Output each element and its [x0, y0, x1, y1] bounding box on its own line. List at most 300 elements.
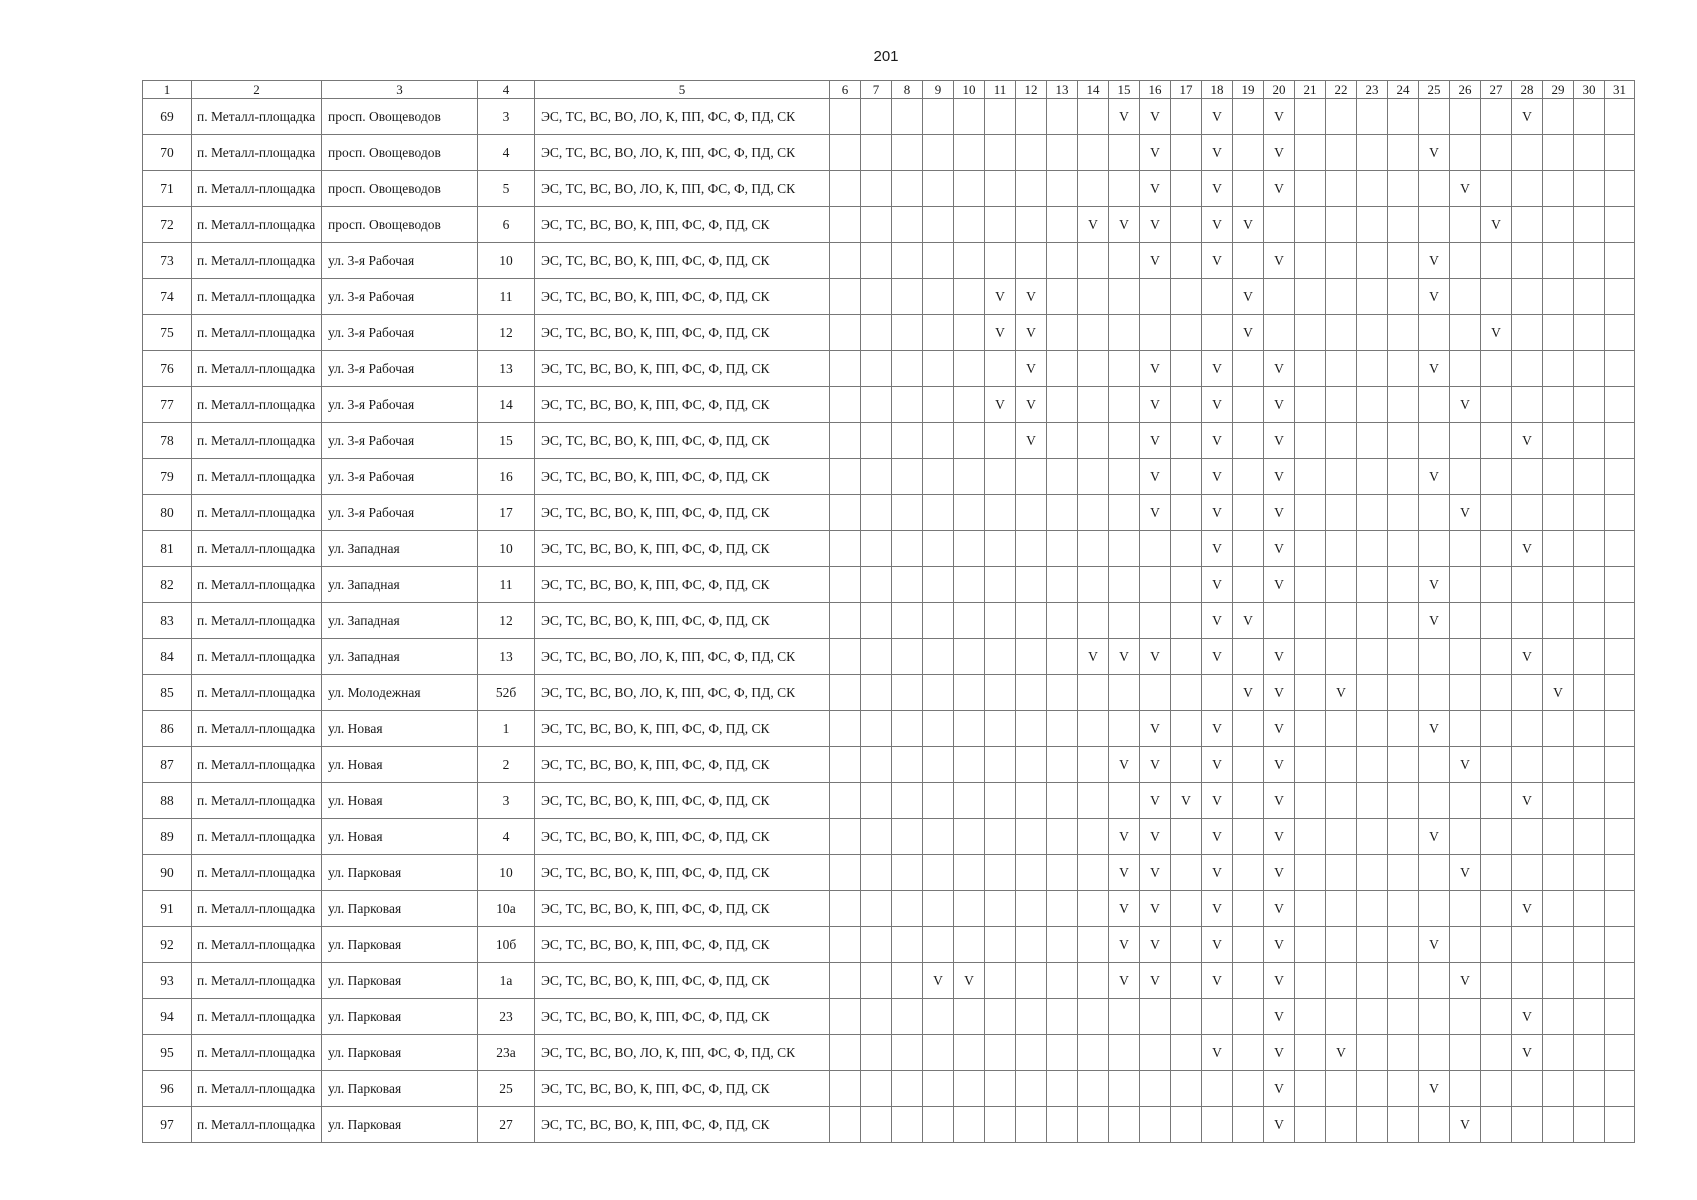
mark-cell-col-29 [1543, 243, 1574, 279]
mark-cell-col-26 [1450, 1071, 1481, 1107]
mark-cell-col-15: V [1109, 927, 1140, 963]
mark-cell-col-23 [1357, 135, 1388, 171]
mark-cell-col-6 [830, 423, 861, 459]
mark-cell-col-14 [1078, 963, 1109, 999]
mark-cell-col-25: V [1419, 567, 1450, 603]
mark-cell-col-11 [985, 459, 1016, 495]
locality-cell: п. Металл-площадка [192, 819, 322, 855]
mark-cell-col-11 [985, 963, 1016, 999]
services-list-cell: ЭС, ТС, ВС, ВО, К, ПП, ФС, Ф, ПД, СК [535, 891, 830, 927]
building-number-cell: 10 [478, 531, 535, 567]
mark-cell-col-26 [1450, 243, 1481, 279]
mark-cell-col-18: V [1202, 423, 1233, 459]
mark-cell-col-27 [1481, 783, 1512, 819]
page-number: 201 [873, 48, 899, 65]
mark-cell-col-14 [1078, 999, 1109, 1035]
mark-cell-col-11: V [985, 387, 1016, 423]
mark-cell-col-24 [1388, 963, 1419, 999]
mark-cell-col-26: V [1450, 747, 1481, 783]
mark-cell-col-13 [1047, 243, 1078, 279]
mark-cell-col-21 [1295, 531, 1326, 567]
mark-cell-col-23 [1357, 279, 1388, 315]
mark-cell-col-20: V [1264, 1071, 1295, 1107]
mark-cell-col-21 [1295, 387, 1326, 423]
mark-cell-col-6 [830, 855, 861, 891]
street-cell: просп. Овощеводов [322, 99, 478, 135]
mark-cell-col-31 [1605, 171, 1635, 207]
mark-cell-col-24 [1388, 927, 1419, 963]
mark-cell-col-20: V [1264, 855, 1295, 891]
mark-cell-col-17 [1171, 711, 1202, 747]
mark-cell-col-7 [861, 567, 892, 603]
mark-cell-col-31 [1605, 99, 1635, 135]
mark-cell-col-17 [1171, 351, 1202, 387]
mark-cell-col-17 [1171, 135, 1202, 171]
mark-cell-col-26 [1450, 423, 1481, 459]
mark-cell-col-30 [1574, 279, 1605, 315]
mark-cell-col-22 [1326, 603, 1357, 639]
mark-cell-col-17 [1171, 891, 1202, 927]
mark-cell-col-21 [1295, 495, 1326, 531]
mark-cell-col-28 [1512, 315, 1543, 351]
mark-cell-col-7 [861, 927, 892, 963]
mark-cell-col-17 [1171, 639, 1202, 675]
mark-cell-col-18: V [1202, 603, 1233, 639]
locality-cell: п. Металл-площадка [192, 1107, 322, 1143]
mark-cell-col-16 [1140, 531, 1171, 567]
mark-cell-col-25 [1419, 675, 1450, 711]
locality-cell: п. Металл-площадка [192, 927, 322, 963]
row-number-cell: 94 [143, 999, 192, 1035]
building-number-cell: 10б [478, 927, 535, 963]
table-row [143, 783, 1635, 819]
mark-cell-col-31 [1605, 1035, 1635, 1071]
mark-cell-col-19 [1233, 171, 1264, 207]
mark-cell-col-11 [985, 747, 1016, 783]
mark-cell-col-26 [1450, 999, 1481, 1035]
mark-cell-col-25 [1419, 639, 1450, 675]
mark-cell-col-20: V [1264, 675, 1295, 711]
mark-cell-col-16 [1140, 279, 1171, 315]
mark-cell-col-24 [1388, 675, 1419, 711]
mark-cell-col-26 [1450, 459, 1481, 495]
street-cell: ул. Новая [322, 819, 478, 855]
mark-cell-col-25 [1419, 747, 1450, 783]
mark-cell-col-12 [1016, 567, 1047, 603]
mark-cell-col-13 [1047, 315, 1078, 351]
mark-cell-col-19 [1233, 423, 1264, 459]
mark-cell-col-7 [861, 963, 892, 999]
mark-cell-col-25 [1419, 207, 1450, 243]
mark-cell-col-29 [1543, 711, 1574, 747]
table-row [143, 747, 1635, 783]
street-cell: ул. Парковая [322, 855, 478, 891]
mark-cell-col-14 [1078, 675, 1109, 711]
mark-cell-col-18: V [1202, 963, 1233, 999]
mark-cell-col-13 [1047, 495, 1078, 531]
mark-cell-col-28: V [1512, 891, 1543, 927]
locality-cell: п. Металл-площадка [192, 711, 322, 747]
mark-cell-col-7 [861, 855, 892, 891]
table-row [143, 531, 1635, 567]
mark-cell-col-17 [1171, 243, 1202, 279]
mark-cell-col-14: V [1078, 639, 1109, 675]
mark-cell-col-19 [1233, 747, 1264, 783]
mark-cell-col-8 [892, 747, 923, 783]
mark-cell-col-20: V [1264, 891, 1295, 927]
mark-cell-col-24 [1388, 819, 1419, 855]
mark-cell-col-14 [1078, 423, 1109, 459]
mark-cell-col-10 [954, 207, 985, 243]
services-list-cell: ЭС, ТС, ВС, ВО, К, ПП, ФС, Ф, ПД, СК [535, 387, 830, 423]
table-row [143, 927, 1635, 963]
services-list-cell: ЭС, ТС, ВС, ВО, ЛО, К, ПП, ФС, Ф, ПД, СК [535, 639, 830, 675]
mark-cell-col-17 [1171, 603, 1202, 639]
table-row [143, 999, 1635, 1035]
mark-cell-col-30 [1574, 207, 1605, 243]
mark-cell-col-31 [1605, 603, 1635, 639]
mark-cell-col-15 [1109, 351, 1140, 387]
mark-cell-col-20: V [1264, 171, 1295, 207]
mark-cell-col-7 [861, 135, 892, 171]
mark-cell-col-31 [1605, 819, 1635, 855]
mark-cell-col-17 [1171, 207, 1202, 243]
mark-cell-col-8 [892, 603, 923, 639]
street-cell: ул. Западная [322, 603, 478, 639]
mark-cell-col-26 [1450, 99, 1481, 135]
mark-cell-col-22 [1326, 243, 1357, 279]
column-header-1: 1 [143, 81, 192, 99]
mark-cell-col-19 [1233, 531, 1264, 567]
mark-cell-col-7 [861, 315, 892, 351]
mark-cell-col-10 [954, 1071, 985, 1107]
mark-cell-col-28 [1512, 351, 1543, 387]
mark-cell-col-20: V [1264, 135, 1295, 171]
mark-cell-col-24 [1388, 495, 1419, 531]
locality-cell: п. Металл-площадка [192, 387, 322, 423]
mark-cell-col-26: V [1450, 171, 1481, 207]
mark-cell-col-21 [1295, 999, 1326, 1035]
mark-cell-col-24 [1388, 315, 1419, 351]
street-cell: ул. Парковая [322, 1071, 478, 1107]
mark-cell-col-31 [1605, 351, 1635, 387]
mark-cell-col-8 [892, 891, 923, 927]
mark-cell-col-29 [1543, 531, 1574, 567]
mark-cell-col-13 [1047, 171, 1078, 207]
mark-cell-col-14 [1078, 495, 1109, 531]
mark-cell-col-20: V [1264, 1107, 1295, 1143]
mark-cell-col-27 [1481, 1107, 1512, 1143]
mark-cell-col-10 [954, 279, 985, 315]
mark-cell-col-8 [892, 207, 923, 243]
column-header-20: 20 [1264, 81, 1295, 99]
mark-cell-col-30 [1574, 747, 1605, 783]
table-row [143, 135, 1635, 171]
mark-cell-col-28 [1512, 747, 1543, 783]
mark-cell-col-6 [830, 711, 861, 747]
mark-cell-col-20: V [1264, 711, 1295, 747]
mark-cell-col-8 [892, 567, 923, 603]
mark-cell-col-16 [1140, 567, 1171, 603]
mark-cell-col-12 [1016, 819, 1047, 855]
mark-cell-col-28 [1512, 567, 1543, 603]
mark-cell-col-15 [1109, 1107, 1140, 1143]
mark-cell-col-17 [1171, 423, 1202, 459]
mark-cell-col-17 [1171, 279, 1202, 315]
table-row [143, 891, 1635, 927]
mark-cell-col-31 [1605, 495, 1635, 531]
mark-cell-col-8 [892, 783, 923, 819]
mark-cell-col-9 [923, 315, 954, 351]
mark-cell-col-16: V [1140, 855, 1171, 891]
building-number-cell: 11 [478, 279, 535, 315]
building-number-cell: 23а [478, 1035, 535, 1071]
row-number-cell: 84 [143, 639, 192, 675]
mark-cell-col-7 [861, 243, 892, 279]
mark-cell-col-30 [1574, 423, 1605, 459]
services-list-cell: ЭС, ТС, ВС, ВО, К, ПП, ФС, Ф, ПД, СК [535, 351, 830, 387]
mark-cell-col-26 [1450, 783, 1481, 819]
services-list-cell: ЭС, ТС, ВС, ВО, К, ПП, ФС, Ф, ПД, СК [535, 567, 830, 603]
building-number-cell: 23 [478, 999, 535, 1035]
mark-cell-col-13 [1047, 135, 1078, 171]
mark-cell-col-20: V [1264, 351, 1295, 387]
mark-cell-col-11 [985, 891, 1016, 927]
mark-cell-col-7 [861, 279, 892, 315]
mark-cell-col-6 [830, 459, 861, 495]
mark-cell-col-27 [1481, 243, 1512, 279]
mark-cell-col-16: V [1140, 99, 1171, 135]
mark-cell-col-20: V [1264, 999, 1295, 1035]
row-number-cell: 97 [143, 1107, 192, 1143]
street-cell: просп. Овощеводов [322, 171, 478, 207]
mark-cell-col-29 [1543, 567, 1574, 603]
building-number-cell: 4 [478, 135, 535, 171]
mark-cell-col-15: V [1109, 207, 1140, 243]
mark-cell-col-10 [954, 819, 985, 855]
mark-cell-col-10 [954, 567, 985, 603]
table-row [143, 495, 1635, 531]
mark-cell-col-11 [985, 531, 1016, 567]
mark-cell-col-15: V [1109, 99, 1140, 135]
mark-cell-col-12: V [1016, 279, 1047, 315]
mark-cell-col-7 [861, 639, 892, 675]
mark-cell-col-25 [1419, 855, 1450, 891]
row-number-cell: 96 [143, 1071, 192, 1107]
mark-cell-col-9 [923, 243, 954, 279]
building-number-cell: 4 [478, 819, 535, 855]
mark-cell-col-27 [1481, 603, 1512, 639]
mark-cell-col-14 [1078, 819, 1109, 855]
mark-cell-col-12 [1016, 495, 1047, 531]
mark-cell-col-11 [985, 351, 1016, 387]
mark-cell-col-18 [1202, 675, 1233, 711]
locality-cell: п. Металл-площадка [192, 495, 322, 531]
mark-cell-col-18: V [1202, 207, 1233, 243]
building-number-cell: 10 [478, 243, 535, 279]
mark-cell-col-7 [861, 459, 892, 495]
building-number-cell: 25 [478, 1071, 535, 1107]
mark-cell-col-22 [1326, 423, 1357, 459]
mark-cell-col-22 [1326, 639, 1357, 675]
mark-cell-col-20: V [1264, 423, 1295, 459]
mark-cell-col-29 [1543, 279, 1574, 315]
mark-cell-col-13 [1047, 207, 1078, 243]
mark-cell-col-24 [1388, 135, 1419, 171]
building-number-cell: 12 [478, 603, 535, 639]
locality-cell: п. Металл-площадка [192, 567, 322, 603]
building-number-cell: 13 [478, 351, 535, 387]
mark-cell-col-26 [1450, 927, 1481, 963]
mark-cell-col-31 [1605, 1071, 1635, 1107]
building-number-cell: 1 [478, 711, 535, 747]
mark-cell-col-19 [1233, 99, 1264, 135]
mark-cell-col-23 [1357, 567, 1388, 603]
mark-cell-col-27 [1481, 459, 1512, 495]
locality-cell: п. Металл-площадка [192, 1071, 322, 1107]
mark-cell-col-24 [1388, 855, 1419, 891]
mark-cell-col-14 [1078, 531, 1109, 567]
mark-cell-col-24 [1388, 351, 1419, 387]
mark-cell-col-20: V [1264, 243, 1295, 279]
mark-cell-col-10 [954, 351, 985, 387]
mark-cell-col-15 [1109, 999, 1140, 1035]
mark-cell-col-9 [923, 423, 954, 459]
mark-cell-col-26 [1450, 639, 1481, 675]
mark-cell-col-18: V [1202, 639, 1233, 675]
mark-cell-col-24 [1388, 387, 1419, 423]
mark-cell-col-13 [1047, 1107, 1078, 1143]
mark-cell-col-22 [1326, 315, 1357, 351]
mark-cell-col-25 [1419, 171, 1450, 207]
street-cell: ул. Парковая [322, 1035, 478, 1071]
mark-cell-col-9: V [923, 963, 954, 999]
mark-cell-col-26 [1450, 1035, 1481, 1071]
mark-cell-col-6 [830, 927, 861, 963]
mark-cell-col-27 [1481, 639, 1512, 675]
mark-cell-col-29 [1543, 1035, 1574, 1071]
mark-cell-col-16: V [1140, 711, 1171, 747]
mark-cell-col-12 [1016, 171, 1047, 207]
locality-cell: п. Металл-площадка [192, 963, 322, 999]
mark-cell-col-10 [954, 315, 985, 351]
mark-cell-col-22 [1326, 171, 1357, 207]
mark-cell-col-19 [1233, 891, 1264, 927]
mark-cell-col-12 [1016, 999, 1047, 1035]
mark-cell-col-7 [861, 819, 892, 855]
mark-cell-col-15: V [1109, 747, 1140, 783]
mark-cell-col-28 [1512, 927, 1543, 963]
mark-cell-col-21 [1295, 567, 1326, 603]
mark-cell-col-6 [830, 963, 861, 999]
mark-cell-col-30 [1574, 711, 1605, 747]
locality-cell: п. Металл-площадка [192, 243, 322, 279]
mark-cell-col-23 [1357, 387, 1388, 423]
mark-cell-col-19 [1233, 999, 1264, 1035]
mark-cell-col-25: V [1419, 279, 1450, 315]
mark-cell-col-7 [861, 99, 892, 135]
mark-cell-col-21 [1295, 1071, 1326, 1107]
mark-cell-col-28 [1512, 603, 1543, 639]
mark-cell-col-10 [954, 387, 985, 423]
street-cell: ул. 3-я Рабочая [322, 495, 478, 531]
mark-cell-col-24 [1388, 207, 1419, 243]
services-list-cell: ЭС, ТС, ВС, ВО, ЛО, К, ПП, ФС, Ф, ПД, СК [535, 1035, 830, 1071]
services-list-cell: ЭС, ТС, ВС, ВО, К, ПП, ФС, Ф, ПД, СК [535, 315, 830, 351]
mark-cell-col-29 [1543, 495, 1574, 531]
mark-cell-col-19 [1233, 855, 1264, 891]
mark-cell-col-11 [985, 639, 1016, 675]
column-header-27: 27 [1481, 81, 1512, 99]
table-body [143, 99, 1635, 1143]
mark-cell-col-6 [830, 891, 861, 927]
services-list-cell: ЭС, ТС, ВС, ВО, К, ПП, ФС, Ф, ПД, СК [535, 1071, 830, 1107]
mark-cell-col-31 [1605, 135, 1635, 171]
services-list-cell: ЭС, ТС, ВС, ВО, К, ПП, ФС, Ф, ПД, СК [535, 423, 830, 459]
table-row [143, 603, 1635, 639]
mark-cell-col-9 [923, 711, 954, 747]
mark-cell-col-11 [985, 99, 1016, 135]
mark-cell-col-13 [1047, 855, 1078, 891]
mark-cell-col-15: V [1109, 819, 1140, 855]
mark-cell-col-21 [1295, 207, 1326, 243]
mark-cell-col-7 [861, 1071, 892, 1107]
mark-cell-col-29 [1543, 207, 1574, 243]
mark-cell-col-8 [892, 1035, 923, 1071]
mark-cell-col-23 [1357, 891, 1388, 927]
mark-cell-col-23 [1357, 747, 1388, 783]
mark-cell-col-6 [830, 279, 861, 315]
mark-cell-col-19 [1233, 783, 1264, 819]
mark-cell-col-11 [985, 171, 1016, 207]
mark-cell-col-6 [830, 315, 861, 351]
mark-cell-col-21 [1295, 243, 1326, 279]
mark-cell-col-19: V [1233, 675, 1264, 711]
mark-cell-col-16: V [1140, 423, 1171, 459]
street-cell: ул. 3-я Рабочая [322, 423, 478, 459]
mark-cell-col-27 [1481, 423, 1512, 459]
locality-cell: п. Металл-площадка [192, 855, 322, 891]
mark-cell-col-22 [1326, 1107, 1357, 1143]
mark-cell-col-23 [1357, 99, 1388, 135]
column-header-15: 15 [1109, 81, 1140, 99]
street-cell: ул. Парковая [322, 927, 478, 963]
mark-cell-col-25 [1419, 999, 1450, 1035]
services-list-cell: ЭС, ТС, ВС, ВО, ЛО, К, ПП, ФС, Ф, ПД, СК [535, 171, 830, 207]
mark-cell-col-8 [892, 639, 923, 675]
mark-cell-col-13 [1047, 351, 1078, 387]
mark-cell-col-12 [1016, 207, 1047, 243]
building-number-cell: 12 [478, 315, 535, 351]
mark-cell-col-11 [985, 999, 1016, 1035]
mark-cell-col-31 [1605, 531, 1635, 567]
mark-cell-col-15 [1109, 279, 1140, 315]
mark-cell-col-23 [1357, 531, 1388, 567]
building-number-cell: 13 [478, 639, 535, 675]
mark-cell-col-7 [861, 495, 892, 531]
mark-cell-col-30 [1574, 99, 1605, 135]
services-list-cell: ЭС, ТС, ВС, ВО, К, ПП, ФС, Ф, ПД, СК [535, 279, 830, 315]
mark-cell-col-22 [1326, 891, 1357, 927]
mark-cell-col-7 [861, 675, 892, 711]
mark-cell-col-18 [1202, 1107, 1233, 1143]
mark-cell-col-10 [954, 675, 985, 711]
services-list-cell: ЭС, ТС, ВС, ВО, К, ПП, ФС, Ф, ПД, СК [535, 747, 830, 783]
services-list-cell: ЭС, ТС, ВС, ВО, К, ПП, ФС, Ф, ПД, СК [535, 855, 830, 891]
mark-cell-col-24 [1388, 171, 1419, 207]
mark-cell-col-18: V [1202, 351, 1233, 387]
mark-cell-col-19 [1233, 1035, 1264, 1071]
